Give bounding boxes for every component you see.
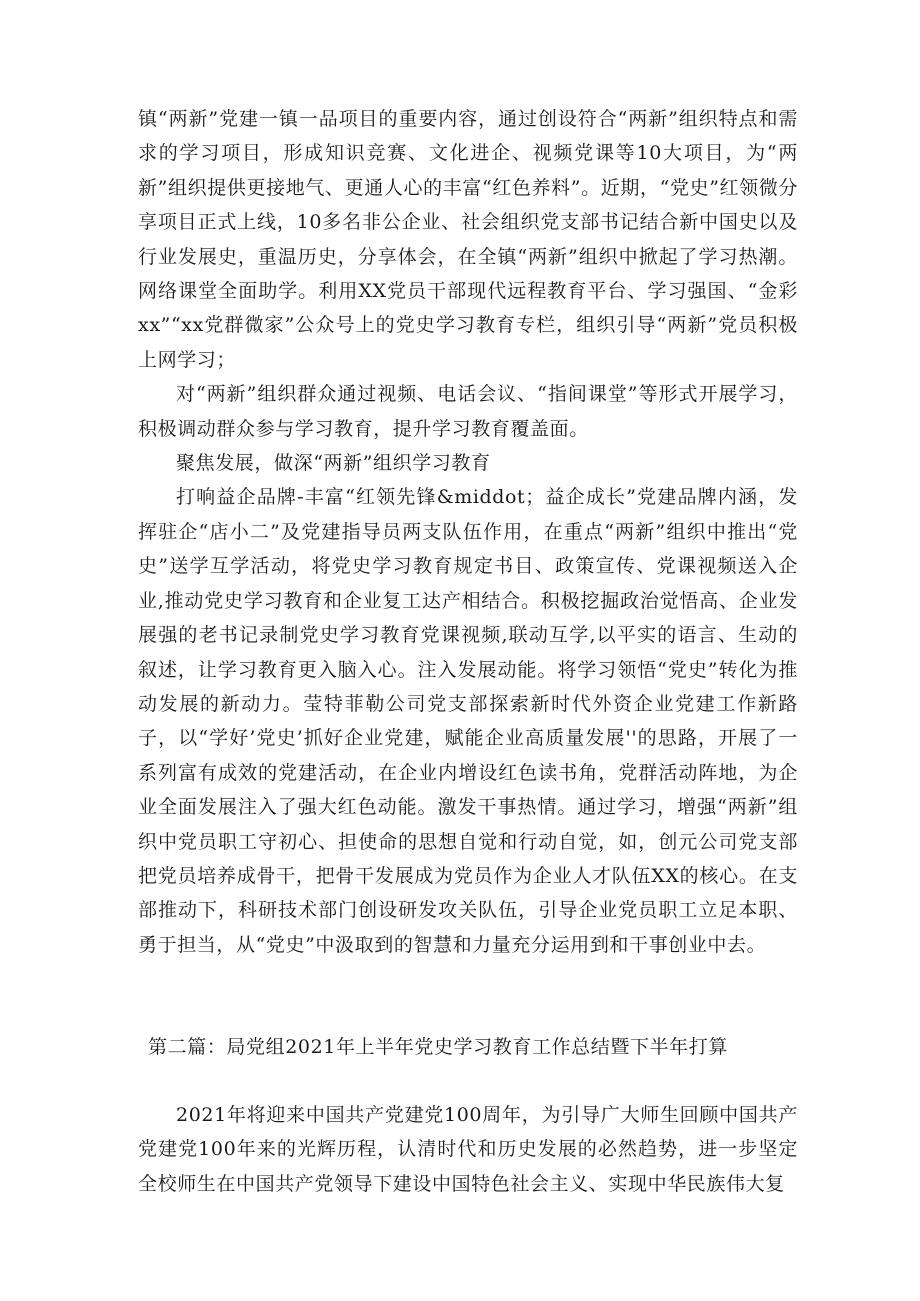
body-text-lower bbox=[138, 1098, 798, 1201]
subheading-focus-development: 聚焦发展，做深“两新”组织学习教育 bbox=[176, 452, 491, 475]
section-heading: 第二篇：局党组2021年上半年党史学习教育工作总结暨下半年打算 bbox=[148, 1036, 728, 1058]
body-text-upper bbox=[138, 102, 798, 962]
paragraph-centenary-intro: 2021年将迎来中国共产党建党100周年，为引导广大师生回顾中国共产党建党100年来的光辉历程，认清时代和历史发展的必然趋势，进一步坚定全校师生在中国共产党领导下建设中国特色社会主义、实现中华民族伟大复 bbox=[138, 1104, 798, 1195]
paragraph-two-new-learning-projects: 镇“两新”党建一镇一品项目的重要内容，通过创设符合“两新”组织特点和需求的学习项目，形成知识竞赛、文化进企、视频党课等10大项目，为“两新”组织提供更接地气、更通人心的丰富“红色养料”。近期，“党史”红领微分享项目正式上线，10多名非公企业、社会组织党支部书记结合新中国史以及行业发展史，重温历史，分享体会，在全镇“两新”组织中掀起了学习热潮。网络课堂全面助学。利用XX党员干部现代远程教育平台、学习强国、“金彩xx”“xx党群微家”公众号上的党史学习教育专栏，组织引导“两新”党员积极上网学习； bbox=[138, 108, 798, 371]
paragraph-enterprise-brand: 打响益企品牌-丰富“红领先锋&middot；益企成长”党建品牌内涵，发挥驻企“店小二”及党建指导员两支队伍作用，在重点“两新”组织中推出“党史”送学互学活动，将党史学习教育规定书目、政策宣传、党课视频送入企业,推动党史学习教育和企业复工达产相结合。积极挖掘政治觉悟高、企业发展强的老书记录制党史学习教育党课视频,联动互学,以平实的语言、生动的叙述，让学习教育更入脑入心。注入发展动能。将学习领悟“党史”转化为推动发展的新动力。莹特菲勒公司党支部探索新时代外资企业党建工作新路子，以“学好’党史’抓好企业党建，赋能企业高质量发展''的思路，开展了一系列富有成效的党建活动，在企业内增设红色读书角，党群活动阵地，为企业全面发展注入了强大红色动能。激发干事热情。通过学习，增强“两新”组织中党员职工守初心、担使命的思想自觉和行动自觉，如，创元公司党支部把党员培养成骨干，把骨干发展成为党员作为企业人才队伍XX的核心。在支部推动下，科研技术部门创设研发攻关队伍，引导企业党员职工立足本职、勇于担当，从“党史”中汲取到的智慧和力量充分运用到和干事创业中去。 bbox=[138, 486, 798, 956]
paragraph-mass-learning: 对“两新”组织群众通过视频、电话会议、“指间课堂”等形式开展学习，积极调动群众参与学习教育，提升学习教育覆盖面。 bbox=[138, 383, 798, 440]
